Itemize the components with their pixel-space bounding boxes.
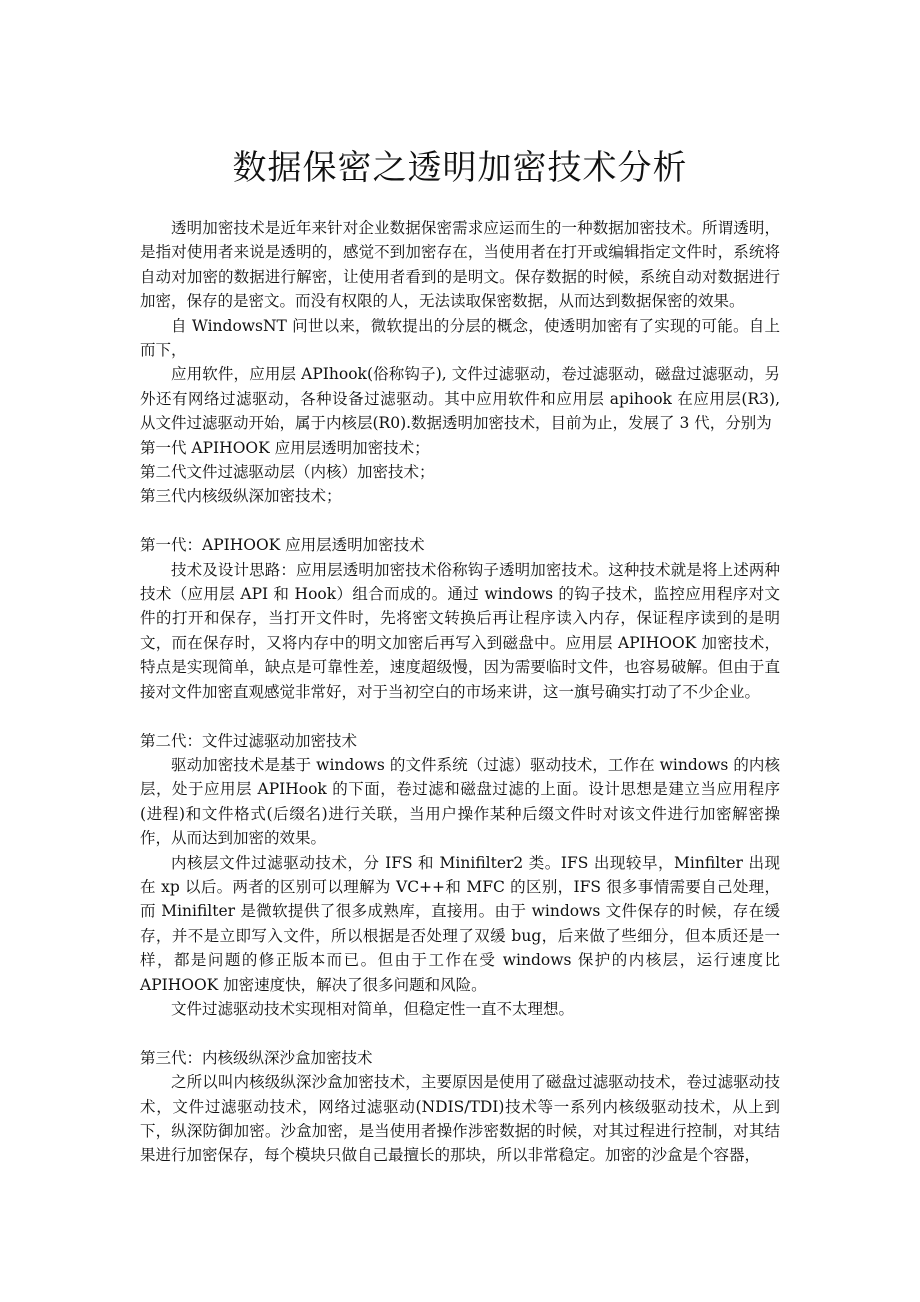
- intro-paragraph-1: 透明加密技术是近年来针对企业数据保密需求应运而生的一种数据加密技术。所谓透明，是指对使用者来说是透明的，感觉不到加密存在，当使用者在打开或编辑指定文件时，系统将自动对加密的数据进行解密，让使用者看到的是明文。保存数据的时候，系统自动对数据进行加密，保存的是密文。而没有权限的人，无法读取保密数据，从而达到数据保密的效果。: [140, 219, 780, 311]
- section-2-paragraph-1: 驱动加密技术是基于 windows 的文件系统（过滤）驱动技术，工作在 windows 的内核层，处于应用层 APIHook 的下面，卷过滤和磁盘过滤的上面。设计思想是建立当应用程序(进程)和文件格式(后缀名)进行关联，当用户操作某种后缀文件时对该文件进行加密解密操作，从而达到加密的效果。: [140, 755, 780, 848]
- spacer: [140, 704, 780, 728]
- section-1-paragraph-1: 技术及设计思路：应用层透明加密技术俗称钩子透明加密技术。这种技术就是将上述两种技术（应用层 API 和 Hook）组合而成的。通过 windows 的钩子技术，监控应用程序对文件的打开和保存，当打开文件时，先将密文转换后再让程序读入内存，保证程序读到的是明文，而在保存时，又将内存中的明文加密后再写入到磁盘中。应用层 APIHOOK 加密技术，特点是实现简单，缺点是可靠性差，速度超级慢，因为需要临时文件，也容易破解。但由于直接对文件加密直观感觉非常好，对于当初空白的市场来讲，这一旗号确实打动了不少企业。: [140, 560, 780, 701]
- section-heading-1: 第一代：APIHOOK 应用层透明加密技术: [140, 536, 425, 555]
- section-heading-2: 第二代：文件过滤驱动加密技术: [140, 731, 358, 750]
- section-heading-3: 第三代：内核级纵深沙盒加密技术: [140, 1048, 373, 1067]
- spacer: [140, 1021, 780, 1045]
- intro-paragraph-3: 应用软件，应用层 APIhook(俗称钩子), 文件过滤驱动，卷过滤驱动，磁盘过滤驱动，另外还有网络过滤驱动，各种设备过滤驱动。其中应用软件和应用层 apihook 在应用层(R3), 从文件过滤驱动开始，属于内核层(R0).数据透明加密技术，目前为止，发展了 3 代，分别为: [140, 365, 780, 433]
- section-2-paragraph-3: 文件过滤驱动技术实现相对简单，但稳定性一直不太理想。: [171, 999, 575, 1018]
- generation-item-2: 第二代文件过滤驱动层（内核）加密技术；: [140, 463, 435, 482]
- section-2-paragraph-2: 内核层文件过滤驱动技术，分 IFS 和 Minifilter2 类。IFS 出现较早，Minfilter 出现在 xp 以后。两者的区别可以理解为 VC++和 MFC 的区别，IFS 很多事情需要自己处理，而 Minifilter 是微软提供了很多成熟库，直接用。由于 windows 文件保存的时候，存在缓存，并不是立即写入文件，所以根据是否处理了双缓 bug，后来做了些细分，但本质还是一样，都是问题的修正版本而已。但由于工作在受 windows 保护的内核层，运行速度比 APIHOOK 加密速度快，解决了很多问题和风险。: [140, 853, 780, 994]
- generation-item-1: 第一代 APIHOOK 应用层透明加密技术；: [140, 438, 430, 457]
- spacer: [140, 509, 780, 533]
- section-3-paragraph-1: 之所以叫内核级纵深沙盒加密技术，主要原因是使用了磁盘过滤驱动技术，卷过滤驱动技术，文件过滤驱动技术，网络过滤驱动(NDIS/TDI)技术等一系列内核级驱动技术，从上到下，纵深防御加密。沙盒加密，是当使用者操作涉密数据的时候，对其过程进行控制，对其结果进行加密保存，每个模块只做自己最擅长的那块，所以非常稳定。加密的沙盒是个容器，: [140, 1073, 780, 1165]
- document-title: 数据保密之透明加密技术分析: [232, 148, 688, 188]
- intro-paragraph-2: 自 WindowsNT 问世以来，微软提出的分层的概念，使透明加密有了实现的可能。自上而下，: [140, 316, 780, 360]
- generation-item-3: 第三代内核级纵深加密技术；: [140, 487, 342, 506]
- document-body: [140, 216, 780, 1168]
